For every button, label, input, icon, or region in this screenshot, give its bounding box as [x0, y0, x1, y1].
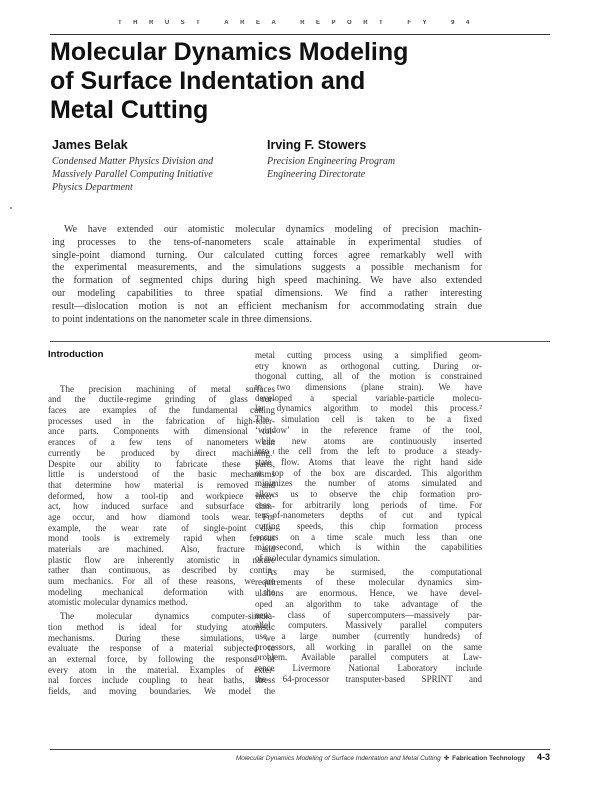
footer-article-title: Molecular Dynamics Modeling of Surface Indentation and Metal Cutting [235, 755, 441, 762]
top-rule [50, 34, 550, 35]
body-line: plastic flow are inherently atomistic in nature [48, 554, 275, 565]
body-line: ulations are enormous. Hence, we have devel- [255, 588, 482, 599]
body-line: rence Livermore National Laboratory include [255, 662, 482, 673]
author-block-stowers [267, 138, 482, 181]
body-line: erances of a few tens of nanometers can [48, 437, 275, 448]
running-head: THRUST AREA REPORT FY 94 [118, 20, 481, 26]
page-number: 4-3 [536, 752, 550, 762]
footer-separator: ✤ [443, 755, 450, 762]
body-line: processes used in the fabrication of high-toler- [48, 415, 275, 426]
body-line: modeling mechanical deformation with the [48, 586, 275, 597]
title-line: Molecular Dynamics Modeling [50, 38, 409, 66]
body-line: that determine how material is removed and [48, 479, 275, 490]
scan-speck [10, 207, 12, 209]
body-line: cutting speeds, this chip formation process [255, 521, 482, 531]
section-rule [50, 341, 550, 342]
affiliation-line: Engineering Directorate [267, 169, 366, 180]
body-line: requirements of these molecular dynamics sim- [255, 577, 482, 588]
body-line: into the cell from the left to produce a steady- [255, 446, 482, 457]
body-line: ‘window’ in the reference frame of the tool, [255, 424, 482, 435]
abstract-line: ing processes to the tens-of-nanometers scale attainable in experimental studies of [52, 236, 482, 248]
section-heading: Introduction [48, 349, 104, 360]
body-line: new class of supercomputers—massively par- [255, 609, 482, 620]
body-line: deformed, how a tool-tip and workpiece inter- [48, 490, 275, 501]
affiliation-line: Condensed Matter Physics Division and [52, 156, 214, 167]
body-line: cess for arbitrarily long periods of time. For [255, 499, 482, 510]
body-line: lar dynamics algorithm to model this process.² [255, 403, 482, 414]
body-line: thogonal cutting, all of the motion is constrained [255, 371, 482, 382]
body-line: little is understood of the basic mechanisms [48, 469, 275, 480]
left-column [48, 350, 275, 697]
body-line: mond tools is extremely rapid when ferrous [48, 533, 275, 544]
page-footer [236, 752, 550, 762]
abstract-line: We have extended our atomistic molecular dynamics modeling of precision machin- [64, 224, 482, 235]
abstract-line: the formation of segmented chips during high speed machining. We have also extended [52, 275, 482, 287]
body-line: microsecond, which is within the capabilities [255, 542, 482, 553]
abstract-line: the experimental measurements, and the simulations suggests a possible mechanism for [52, 262, 482, 274]
body-line: problem. Available parallel computers at Law- [255, 652, 482, 663]
body-line: or top of the box are discarded. This algorithm [255, 467, 482, 478]
abstract [52, 224, 482, 326]
body-line: evaluate the response of a material subjected to [48, 643, 275, 654]
body-line: Despite our ability to fabricate these parts, [48, 458, 275, 469]
body-line: currently be produced by direct machining.¹ [48, 447, 275, 458]
body-line: ance parts. Components with dimensional tol- [48, 426, 275, 437]
footer-section: Fabrication Technology [452, 755, 525, 762]
title-line: Metal Cutting [50, 96, 209, 124]
body-line: faces are examples of the fundamental cutting [48, 405, 275, 416]
body-line: uum mechanics. For all of these reasons, we are [48, 576, 275, 587]
body-line: the 64-processor transputer-based SPRINT and [255, 673, 482, 684]
body-line: age occur, and how diamond tools wear. For [48, 511, 275, 522]
body-line: to two dimensions (plane strain). We have [255, 382, 482, 393]
body-line: etry known as orthogonal cutting. During or- [255, 360, 482, 371]
abstract-line: single-point diamond turning. Our calculated cutting forces agree remarkably well with [52, 249, 482, 261]
body-line: minimizes the number of atoms simulated and [255, 478, 482, 489]
abstract-line: to point indentations on the nanometer scale in three dimensions. [52, 313, 312, 325]
abstract-line: result—dislocation motion is not an efficient mechanism for accommodating strain due [52, 300, 482, 312]
abstract-line: our modeling capabilities to three spatial dimensions. We find a rather interesting [52, 287, 482, 299]
footer-rule [50, 749, 550, 750]
body-line: state flow. Atoms that leave the right hand side [255, 456, 482, 467]
body-line: The precision machining of metal surfaces [60, 383, 275, 394]
affiliation-line: Precision Engineering Program [267, 156, 396, 167]
body-line: atomistic molecular dynamics method. [48, 597, 188, 608]
body-line: tens-of-nanometers depths of cut and typical [255, 510, 482, 521]
body-line: The simulation cell is taken to be a fixed [255, 414, 482, 425]
affiliation-line: Massively Parallel Computing Initiative [52, 169, 213, 180]
body-line: while new atoms are continuously inserted [255, 435, 482, 446]
body-line: developed a special variable-particle molecu- [255, 392, 482, 403]
body-line: processors, all working in parallel on the same [255, 641, 482, 652]
right-column [255, 350, 482, 684]
body-line: The molecular dynamics computer-simula- [60, 611, 275, 622]
body-line: fields, and moving boundaries. We model the [48, 685, 275, 696]
body-line: of molecular dynamics simulation. [255, 553, 380, 564]
body-line: allows us to observe the chip formation pro- [255, 488, 482, 499]
body-line: metal cutting process using a simplified geom- [255, 350, 482, 360]
body-line: occurs on a time scale much less than one [255, 531, 482, 542]
body-line: As may be surmised, the computational [267, 566, 482, 577]
body-line: tion method is ideal for studying atomistic [48, 621, 275, 632]
author-block-belak [52, 138, 257, 194]
body-line: example, the wear rate of single-point dia- [48, 522, 275, 533]
body-line: allel computers. Massively parallel computers [255, 620, 482, 631]
body-line: mechanisms. During these simulations, we [48, 632, 275, 643]
affiliation-line: Physics Department [52, 182, 133, 193]
title-line: of Surface Indentation and [50, 67, 366, 95]
body-line: use a large number (currently hundreds) of [255, 630, 482, 641]
body-line: an external force, by following the response of [48, 653, 275, 664]
article-title [50, 38, 480, 125]
body-line: rather than continuous, as described by contin- [48, 565, 275, 576]
body-line: nal forces include coupling to heat baths, stress [48, 675, 275, 686]
body-line: every atom in the material. Examples of exter- [48, 664, 275, 675]
author-name: James Belak [52, 138, 128, 152]
body-line: oped an algorithm to take advantage of the [255, 598, 482, 609]
body-line: act, how induced surface and subsurface dam- [48, 501, 275, 512]
author-name: Irving F. Stowers [267, 138, 367, 152]
body-line: materials are machined. Also, fracture and [48, 544, 275, 554]
body-line: and the ductile-regime grinding of glass sur- [48, 394, 275, 405]
